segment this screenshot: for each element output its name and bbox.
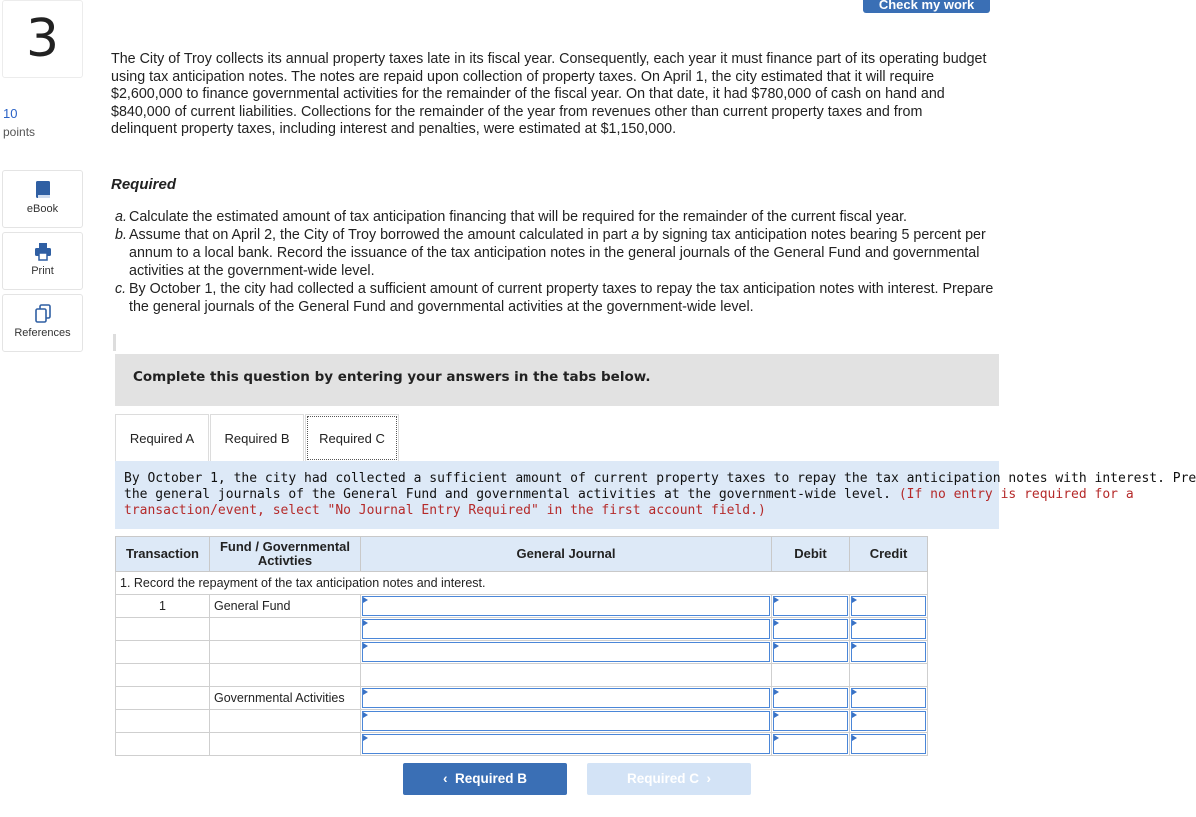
- chevron-right-icon: ›: [706, 771, 712, 786]
- part-text-italic: a: [631, 227, 640, 243]
- tab-required-a[interactable]: Required A: [115, 414, 209, 462]
- instruction-banner: [115, 354, 999, 406]
- account-select[interactable]: [361, 732, 772, 755]
- debit-input[interactable]: [772, 686, 850, 709]
- journal-header-row: [116, 537, 928, 572]
- prev-tab-label: Required B: [455, 771, 528, 786]
- credit-input[interactable]: [850, 686, 928, 709]
- required-list: [111, 208, 996, 316]
- points-value: 10: [3, 106, 18, 121]
- part-letter: a.: [115, 209, 127, 225]
- journal-table: [115, 536, 928, 756]
- next-tab-button[interactable]: [587, 763, 751, 795]
- tab-required-b[interactable]: Required B: [210, 414, 304, 462]
- sidebar-item-print[interactable]: [2, 232, 83, 290]
- required-heading: Required: [111, 176, 177, 193]
- credit-input[interactable]: [850, 618, 928, 641]
- question-number: 3: [2, 0, 83, 78]
- journal-description: 1. Record the repayment of the tax anticipation notes and interest.: [116, 572, 928, 595]
- table-row: [116, 595, 928, 618]
- credit-input[interactable]: [850, 641, 928, 664]
- instructions-line-3: transaction/event, select "No Journal Entry Required" in the first account field.): [124, 503, 766, 518]
- col-fund: Fund / Governmental Activties: [210, 537, 361, 572]
- transaction-number: [116, 709, 210, 732]
- divider: [113, 334, 116, 351]
- account-select[interactable]: [361, 618, 772, 641]
- points-label: points: [3, 125, 36, 139]
- debit-input[interactable]: [772, 595, 850, 618]
- transaction-number: [116, 641, 210, 664]
- prev-tab-button[interactable]: [403, 763, 567, 795]
- table-row: [116, 618, 928, 641]
- fund-cell: [210, 664, 361, 687]
- tab-instructions: [115, 461, 1196, 529]
- credit-input[interactable]: [850, 732, 928, 755]
- fund-cell: General Fund: [210, 595, 361, 618]
- empty-cell: [850, 664, 928, 687]
- tab-required-c[interactable]: Required C: [305, 414, 399, 462]
- sidebar-item-label: Print: [31, 265, 54, 277]
- sidebar-item-references[interactable]: [2, 294, 83, 352]
- credit-input[interactable]: [850, 709, 928, 732]
- transaction-number: [116, 664, 210, 687]
- account-select[interactable]: [361, 709, 772, 732]
- instructions-note: (If no entry is required for a: [898, 487, 1134, 502]
- debit-input[interactable]: [772, 618, 850, 641]
- sidebar-item-ebook[interactable]: [2, 170, 83, 228]
- fund-cell: Governmental Activities: [210, 686, 361, 709]
- col-debit: Debit: [772, 537, 850, 572]
- transaction-number: 1: [116, 595, 210, 618]
- col-transaction: Transaction: [116, 537, 210, 572]
- part-text-rest: by signing tax anticipation notes bearing 5 percent per annum to a local bank. Record the issuance of the tax anticipation notes in the general journals of the General Fund and governmental activities at the government-wide level.: [129, 227, 986, 279]
- transaction-number: [116, 686, 210, 709]
- empty-cell: [361, 664, 772, 687]
- instructions-text: the general journals of the General Fund and governmental activities at the government-wide level.: [124, 487, 899, 502]
- fund-cell: [210, 732, 361, 755]
- fund-cell: [210, 709, 361, 732]
- part-text: By October 1, the city had collected a sufficient amount of current property taxes to repay the tax anticipation notes with interest. Prepare the general journals of the General Fund and governmental activities at the government-wide level.: [129, 281, 994, 315]
- fund-cell: [210, 641, 361, 664]
- journal-description-row: [116, 572, 928, 595]
- fund-cell: [210, 618, 361, 641]
- table-row: [116, 709, 928, 732]
- empty-cell: [772, 664, 850, 687]
- sidebar-item-label: eBook: [26, 203, 59, 215]
- debit-input[interactable]: [772, 709, 850, 732]
- transaction-number: [116, 618, 210, 641]
- problem-text: The City of Troy collects its annual property taxes late in its fiscal year. Consequently, each year it must finance part of its operating budget using tax anticipation notes. The notes are repaid upon collection of property taxes. On April 1, the city estimated that it will require $2,600,000 to finance governmental activities for the remainder of the fiscal year. On that date, it had $780,000 of cash on hand and $840,000 of current liabilities. Collections for the remainder of the year from revenues other than current property taxes and from delinquent property taxes, including interest and penalties, were estimated at $1,150,000.: [111, 51, 987, 137]
- required-part-b: [111, 226, 996, 280]
- part-text: Calculate the estimated amount of tax anticipation financing that will be required for the remainder of the current fiscal year.: [129, 209, 908, 225]
- instructions-line-2: [124, 487, 1134, 503]
- chevron-left-icon: ‹: [442, 771, 448, 786]
- debit-input[interactable]: [772, 732, 850, 755]
- part-text: Assume that on April 2, the City of Troy borrowed the amount calculated in part: [129, 227, 632, 243]
- debit-input[interactable]: [772, 641, 850, 664]
- check-my-work-button[interactable]: Check my work: [863, 0, 990, 13]
- required-part-a: [111, 208, 996, 226]
- next-tab-label: Required C: [626, 771, 699, 786]
- col-credit: Credit: [850, 537, 928, 572]
- part-letter: b.: [115, 227, 127, 243]
- table-row: [116, 664, 928, 687]
- banner-text: Complete this question by entering your answers in the tabs below.: [133, 369, 651, 385]
- book-icon: [34, 180, 52, 200]
- printer-icon: [34, 242, 52, 262]
- table-row: [116, 686, 928, 709]
- col-general-journal: General Journal: [361, 537, 772, 572]
- part-letter: c.: [115, 281, 127, 297]
- sidebar-item-label: References: [14, 327, 71, 339]
- account-select[interactable]: [361, 686, 772, 709]
- transaction-number: [116, 732, 210, 755]
- table-row: [116, 641, 928, 664]
- credit-input[interactable]: [850, 595, 928, 618]
- copy-icon: [34, 304, 52, 324]
- account-select[interactable]: [361, 641, 772, 664]
- required-part-c: [111, 280, 996, 316]
- table-row: [116, 732, 928, 755]
- instructions-line-1: By October 1, the city had collected a sufficient amount of current property taxes to repay the tax anticipation notes with interest. Pre: [124, 471, 1196, 486]
- account-select[interactable]: [361, 595, 772, 618]
